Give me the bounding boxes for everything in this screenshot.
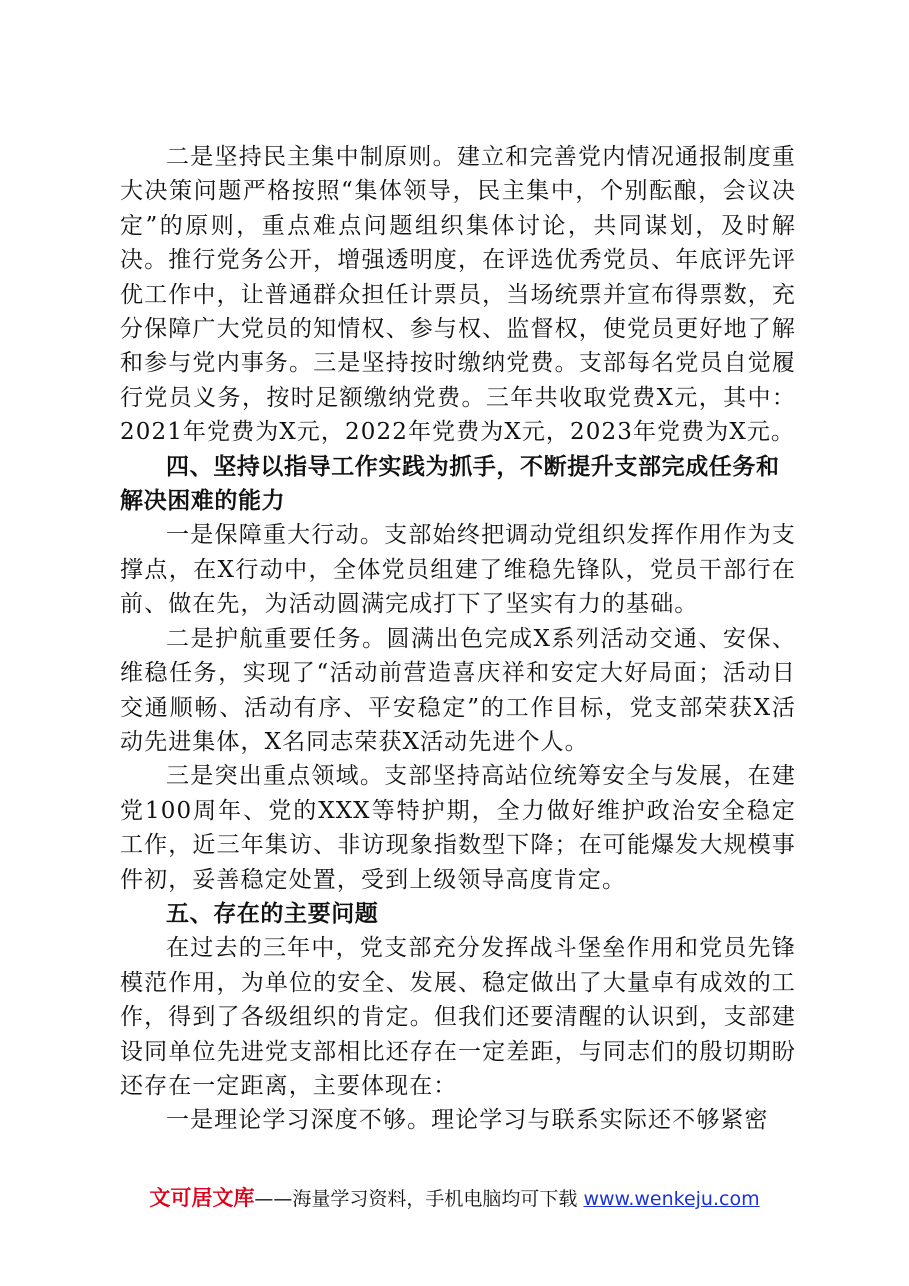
paragraph-key-areas: 三是突出重点领域。支部坚持高站位统筹安全与发展，在建党100周年、党的XXX等特护期，全力做好维护政治安全稳定工作，近三年集访、非访现象指数型下降；在可能爆发大规模事件初，妥善稳定处置，受到上级领导高度肯定。: [120, 763, 796, 893]
paragraph-escort-tasks: 二是护航重要任务。圆满出色完成X系列活动交通、安保、维稳任务，实现了“活动前营造喜庆祥和安定大好局面；活动日交通顺畅、活动有序、平安稳定”的工作目标，党支部荣获X活动先进集体，X名同志荣获X活动先进个人。: [120, 625, 796, 755]
footer-slogan: ——海量学习资料，手机电脑均可下载: [254, 1188, 578, 1210]
footer-brand: 文可居文库: [149, 1186, 255, 1210]
footer-url-link[interactable]: www.wenkeju.com: [583, 1188, 760, 1210]
section-heading-5: 五、存在的主要问题: [166, 900, 379, 927]
watermark-footer: [0, 1182, 909, 1212]
document-body: [120, 140, 796, 1138]
paragraph-democratic-centralism: 二是坚持民主集中制原则。建立和完善党内情况通报制度重大决策问题严格按照“集体领导，民主集中，个别酝酿，会议决定”的原则，重点难点问题组织集体讨论，共同谋划，及时解决。推行党务公开，增强透明度，在评选优秀党员、年底评先评优工作中，让普通群众担任计票员，当场统票并宣布得票数，充分保障广大党员的知情权、参与权、监督权，使党员更好地了解和参与党内事务。三是坚持按时缴纳党费。支部每名党员自觉履行党员义务，按时足额缴纳党费。三年共收取党费X元，其中：2021年党费为X元，2022年党费为X元，2023年党费为X元。: [120, 144, 796, 446]
paragraph-major-actions: 一是保障重大行动。支部始终把调动党组织发挥作用作为支撑点，在X行动中，全体党员组建了维稳先锋队，党员干部行在前、做在先，为活动圆满完成打下了坚实有力的基础。: [120, 522, 796, 618]
paragraph-problems-intro: 在过去的三年中，党支部充分发挥战斗堡垒作用和党员先锋模范作用，为单位的安全、发展、稳定做出了大量卓有成效的工作，得到了各级组织的肯定。但我们还要清醒的认识到，支部建设同单位先进党支部相比还存在一定差距，与同志们的殷切期盼还存在一定距离，主要体现在：: [120, 935, 796, 1099]
section-heading-4: 四、坚持以指导工作实践为抓手，不断提升支部完成任务和解决困难的能力: [120, 453, 780, 515]
paragraph-theory-study: 一是理论学习深度不够。理论学习与联系实际还不够紧密: [166, 1107, 769, 1134]
